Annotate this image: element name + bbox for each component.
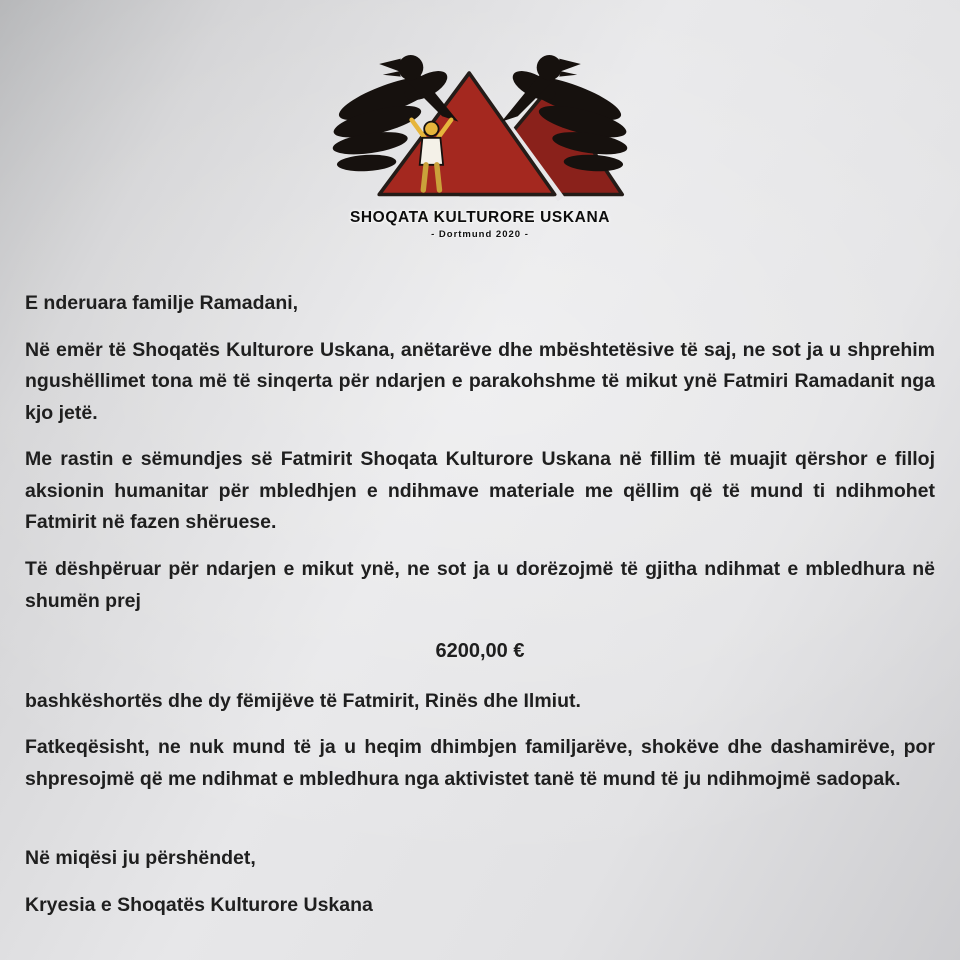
signature-line: Kryesia e Shoqatës Kulturore Uskana — [25, 893, 373, 916]
paragraph-5: Fatkeqësisht, ne nuk mund të ja u heqim dhimbjen familjarëve, shokëve dhe dashamirëve, por shpresojmë që me ndihmat e mbledhura nga aktivistet tanë të mund të ju ndihmojmë sadopak. — [25, 736, 935, 790]
logo — [315, 0, 645, 240]
donation-amount: 6200,00 € — [435, 640, 525, 663]
paragraph-3: Të dëshpëruar për ndarjen e mikut ynë, ne sot ja u dorëzojmë të gjitha ndihmat e mbledhura në shumën prej — [25, 558, 935, 612]
salutation: E nderuara familje Ramadani, — [25, 292, 299, 314]
logo-subtitle: - Dortmund 2020 - — [431, 229, 529, 240]
eagle-mountains-logo-icon — [325, 46, 635, 235]
logo-title: SHOQATA KULTURORE USKANA — [349, 209, 611, 226]
paragraph-2: Me rastin e sëmundjes së Fatmirit Shoqata Kulturore Uskana në fillim të muajit qërshor e filloj aksionin humanitar për mbledhjen e ndihmave materiale me qëllim që të mund ti ndihmohet Fatmirit në fazen shëruese. — [25, 448, 935, 534]
paragraph-4: bashkëshortës dhe dy fëmijëve të Fatmirit, Rinës dhe Ilmiut. — [25, 689, 581, 712]
letter-body — [25, 288, 935, 921]
closing-line: Në miqësi ju përshëndet, — [25, 847, 256, 870]
paragraph-1: Në emër të Shoqatës Kulturore Uskana, anëtarëve dhe mbështetësive të saj, ne sot ja u shprehim ngushëllimet tona më të sinqerta për ndarjen e parakohshme të mikut ynë Fatmiri Ramadanit nga kjo jetë. — [25, 338, 935, 424]
